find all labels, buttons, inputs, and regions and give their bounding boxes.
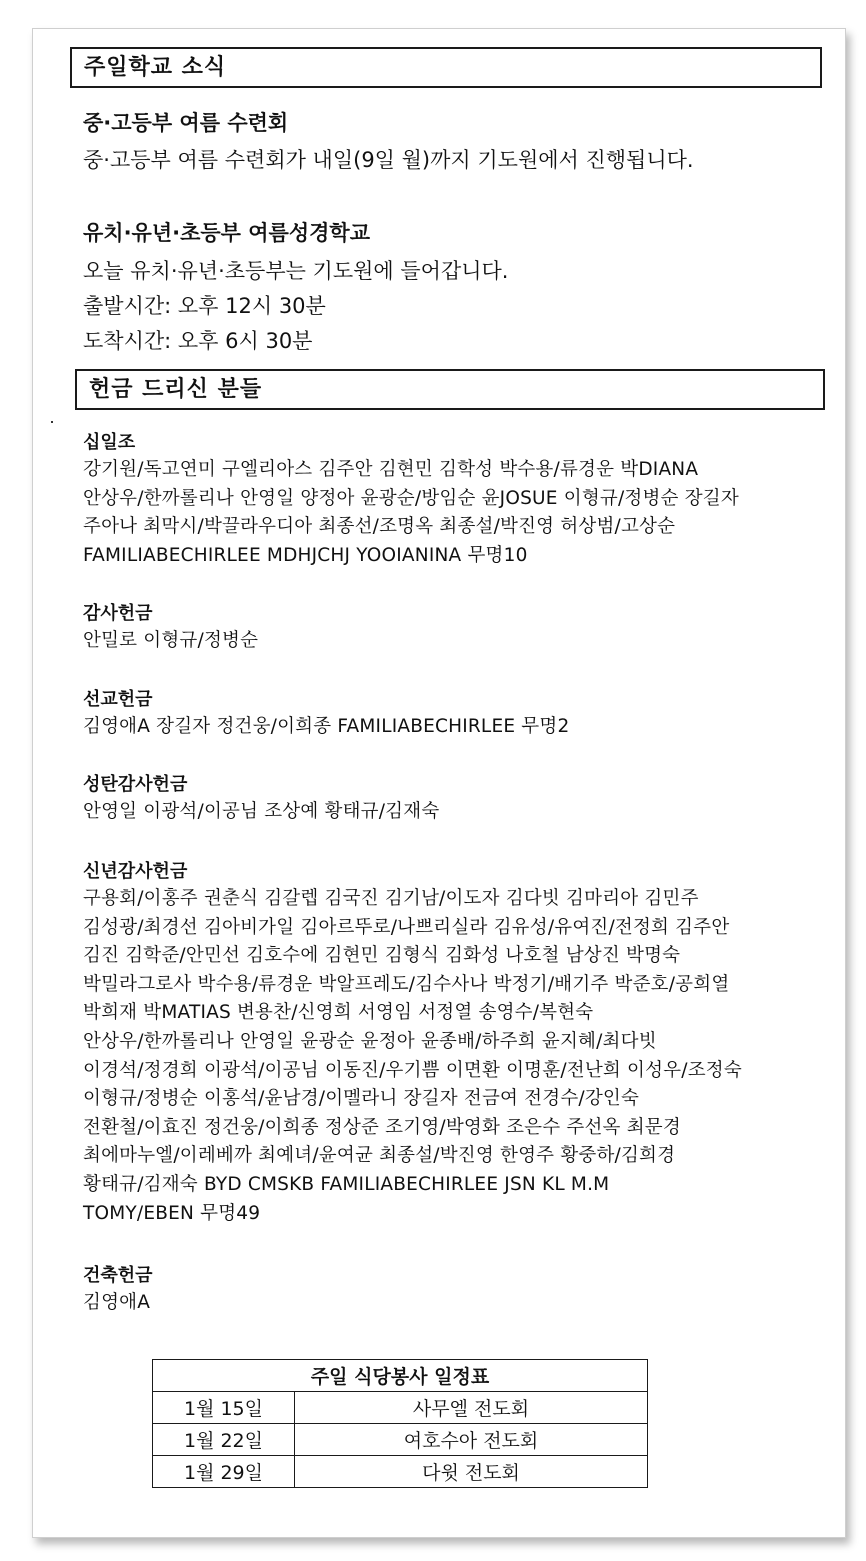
category-title: 건축헌금 [83, 1265, 153, 1286]
schedule-date: 1월 15일 [153, 1392, 295, 1424]
donor-line: 박밀라그로사 박수용/류경운 박알프레도/김수사나 박정기/배기주 박준호/공희열 [83, 973, 730, 995]
category-title: 선교헌금 [83, 689, 153, 710]
sunday-school-news-header: 주일학교 소식 [70, 47, 822, 88]
departure-time: 출발시간: 오후 12시 30분 [83, 294, 326, 318]
schedule-team: 사무엘 전도회 [295, 1392, 648, 1424]
table-row [153, 1456, 648, 1488]
table-row [153, 1392, 648, 1424]
category-title: 십일조 [83, 432, 136, 453]
vbs-title: 유치·유년·초등부 여름성경학교 [83, 221, 370, 245]
kitchen-service-schedule [152, 1359, 648, 1488]
donor-line: 구용회/이홍주 권춘식 김갈렙 김국진 김기남/이도자 김다빗 김마리아 김민주 [83, 888, 699, 909]
donor-line: 안상우/한까롤리나 안영일 양정아 윤광순/방임순 윤JOSUE 이형규/정병순 장길자 [83, 487, 739, 509]
donor-line: 황태규/김재숙 BYD CMSKB FAMILIABECHIRLEE JSN KL M.M [83, 1173, 610, 1195]
christmas-offering-section [83, 772, 823, 827]
retreat-title: 중·고등부 여름 수련회 [83, 111, 289, 135]
donor-line: 주아나 최막시/박끌라우디아 최종선/조명옥 최종설/박진영 허상범/고상순 [83, 516, 676, 538]
donor-line: 박희재 박MATIAS 변용찬/신영희 서영임 서정열 송영수/복현숙 [83, 1002, 594, 1024]
donor-line: 강기원/독고연미 구엘리아스 김주안 김현민 김학성 박수용/류경운 박DIANA [83, 459, 699, 480]
arrival-time: 도착시간: 오후 6시 30분 [83, 329, 313, 353]
donor-line: 김성광/최경선 김아비가일 김아르뚜로/나쁘리실라 김유성/유여진/전정희 김주안 [83, 916, 730, 938]
table-row [153, 1424, 648, 1456]
new-year-offering-section [83, 859, 823, 1228]
donor-line: 안상우/한까롤리나 안영일 윤광순 윤정아 윤종배/하주희 윤지혜/최다빗 [83, 1030, 657, 1052]
stray-dot [51, 421, 53, 423]
donor-line: 김영애A 장길자 정건웅/이희종 FAMILIABECHIRLEE 무명2 [83, 716, 570, 737]
donor-line: 안밀로 이형규/정병순 [83, 630, 259, 651]
category-title: 성탄감사헌금 [83, 774, 188, 795]
donor-line: TOMY/EBEN 무명49 [83, 1202, 261, 1224]
schedule-title: 주일 식당봉사 일정표 [153, 1360, 648, 1392]
donor-line: 김영애A [83, 1292, 151, 1313]
donor-line: 김진 김학준/안민선 김호수에 김현민 김형식 김화성 나호철 남상진 박명숙 [83, 945, 681, 967]
donor-line: 전환철/이효진 정건웅/이희종 정상준 조기영/박영화 조은수 주선옥 최문경 [83, 1116, 681, 1138]
schedule-date: 1월 22일 [153, 1424, 295, 1456]
thanks-offering-section [83, 601, 823, 656]
category-title: 신년감사헌금 [83, 861, 188, 882]
donor-line: FAMILIABECHIRLEE MDHJCHJ YOOIANINA 무명10 [83, 544, 528, 566]
donor-line: 안영일 이광석/이공님 조상예 황태규/김재숙 [83, 801, 440, 822]
donor-line: 이형규/정병순 이홍석/윤남경/이멜라니 장길자 전금여 전경수/강인숙 [83, 1088, 640, 1110]
vbs-text: 오늘 유치·유년·초등부는 기도원에 들어갑니다. [83, 259, 509, 283]
schedule-team: 다윗 전도회 [295, 1456, 648, 1488]
mission-offering-section [83, 687, 823, 742]
category-title: 감사헌금 [83, 603, 153, 624]
schedule-team: 여호수아 전도회 [295, 1424, 648, 1456]
donor-line: 이경석/정경희 이광석/이공님 이동진/우기쁨 이면환 이명훈/전난희 이성우/조정숙 [83, 1059, 742, 1081]
building-offering-section [83, 1263, 823, 1318]
donor-line: 최에마누엘/이레베까 최예녀/윤여균 최종설/박진영 한영주 황중하/김희경 [83, 1145, 676, 1167]
retreat-text: 중·고등부 여름 수련회가 내일(9일 월)까지 기도원에서 진행됩니다. [83, 148, 694, 172]
tithe-section [83, 430, 823, 570]
schedule-date: 1월 29일 [153, 1456, 295, 1488]
offering-header: 헌금 드리신 분들 [75, 369, 825, 410]
